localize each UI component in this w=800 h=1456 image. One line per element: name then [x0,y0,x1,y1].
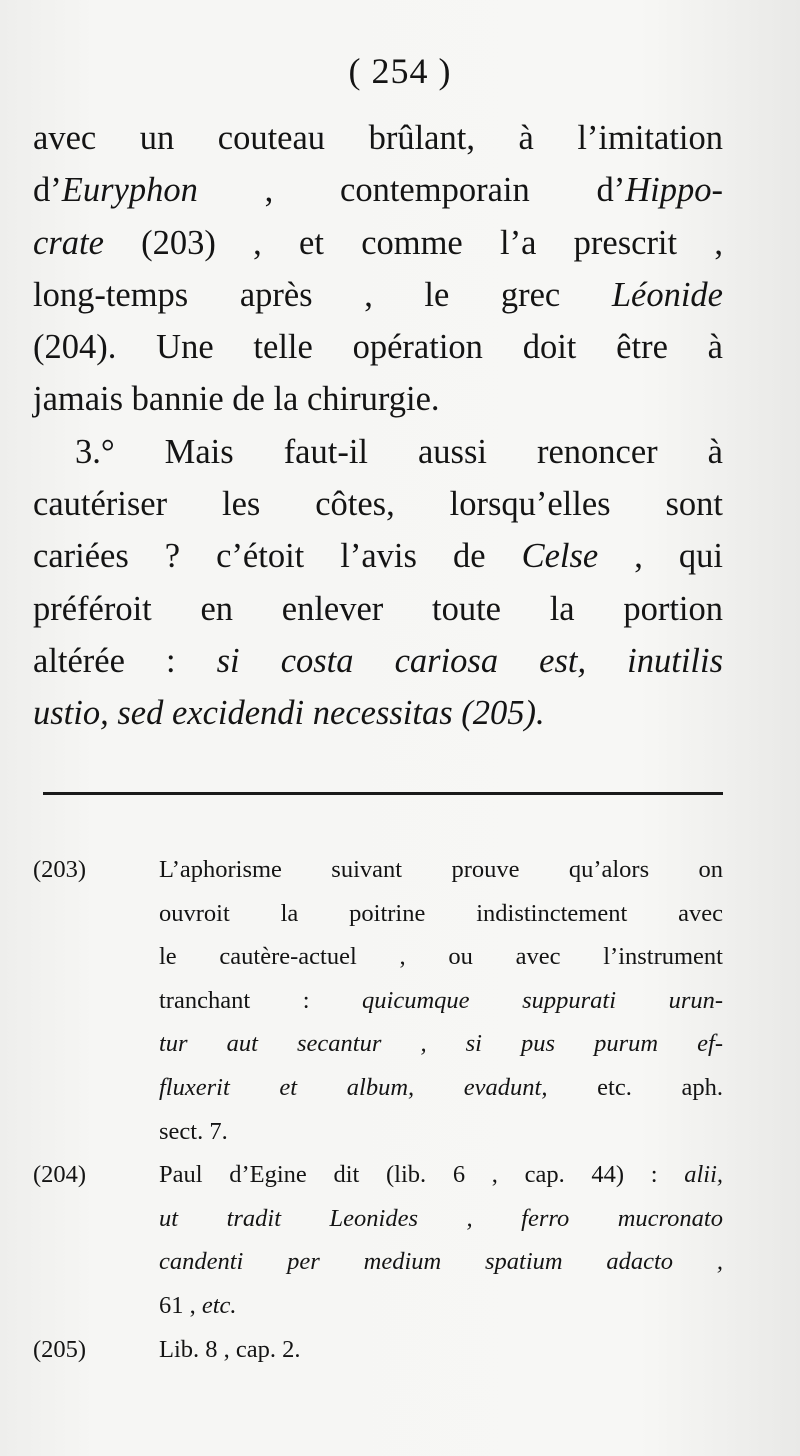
footnote-line [159,848,723,892]
italic-name: Euryphon [61,171,198,210]
footnote-line [159,1284,723,1328]
text-run: Lib. 8 , cap. 2. [159,1335,301,1363]
footnote-label: (204) [33,1161,87,1189]
footnote-203 [33,848,723,1153]
latin-quote: si costa cariosa est, inutilis [216,641,724,680]
text-line [33,635,723,687]
italic-name: Celse [521,537,599,576]
text-run: avec un couteau brûlant, à l’imitation [33,119,723,157]
main-text [33,112,723,740]
text-line [33,269,723,321]
text-run: (204). Une telle opération doit être à [33,328,723,367]
text-run: cariées ? c’étoit l’avis de [33,537,522,576]
text-run: , contemporain d’ [197,171,626,210]
footnotes [33,848,723,1371]
footnote-label: (205) [33,1335,87,1363]
text-run: cautériser les côtes, lorsqu’elles sont [33,485,723,524]
page-number: ( 254 ) [348,51,452,91]
text-run: 61 , [159,1291,202,1319]
text-run: altérée : [33,641,217,680]
latin-quote: tur aut secantur , si pus purum ef- [159,1030,723,1058]
text-run: préféroit en enlever toute la portion [33,589,723,628]
footnote-205 [33,1328,723,1372]
text-line [33,112,723,164]
text-line [33,687,723,739]
text-run: Paul d’Egine dit (lib. 6 , cap. 44) : [159,1161,685,1189]
text-run: jamais bannie de la chirurgie. [33,380,440,419]
text-run: tranchant : [159,986,363,1014]
text-run: long-temps après , le grec [33,275,612,314]
footnote-line [159,1240,723,1284]
footnote-line [159,1022,723,1066]
latin-quote: fluxerit et album, evadunt, [159,1073,548,1101]
footnote-divider [43,792,723,795]
text-run: ouvroit la poitrine indistinctement avec [159,899,723,927]
footnote-line [159,1197,723,1241]
latin-quote: quicumque suppurati urun- [362,986,724,1014]
text-run: sect. 7. [159,1117,228,1145]
italic-name: Hippo- [625,171,723,210]
footnote-line [159,1328,723,1372]
text-line [33,321,723,373]
text-line [33,478,723,530]
latin-quote: ut tradit Leonides , ferro mucronato [159,1204,723,1232]
text-line [33,164,723,216]
text-line [33,583,723,635]
footnote-label: (203) [33,856,87,883]
footnote-line [159,1066,723,1110]
latin-quote: candenti per medium spatium adacto , [159,1248,723,1276]
text-run: L’aphorisme suivant prouve qu’alors on [159,856,723,883]
text-run: etc. aph. [547,1073,724,1101]
text-line [33,217,723,269]
latin-quote: ustio, sed excidendi necessitas (205). [33,694,545,733]
text-line [33,530,723,582]
footnote-line [159,1153,723,1197]
text-line [33,373,723,425]
footnote-line [159,935,723,979]
footnote-line [159,892,723,936]
text-run: le cautère-actuel , ou avec l’instrument [159,943,723,971]
latin-quote: alii, [684,1161,723,1189]
text-run: (203) , et comme l’a prescrit , [103,223,723,262]
italic-name: crate [33,223,104,262]
italic-name: Léonide [611,275,723,314]
text-run: 3.° Mais faut-il aussi renoncer à [75,432,723,471]
text-run: d’ [33,171,62,210]
footnote-line [159,1110,723,1154]
footnote-line [159,979,723,1023]
text-line [33,426,723,478]
text-run: , qui [598,537,723,576]
footnote-204 [33,1153,723,1327]
latin-quote: etc. [201,1291,237,1319]
